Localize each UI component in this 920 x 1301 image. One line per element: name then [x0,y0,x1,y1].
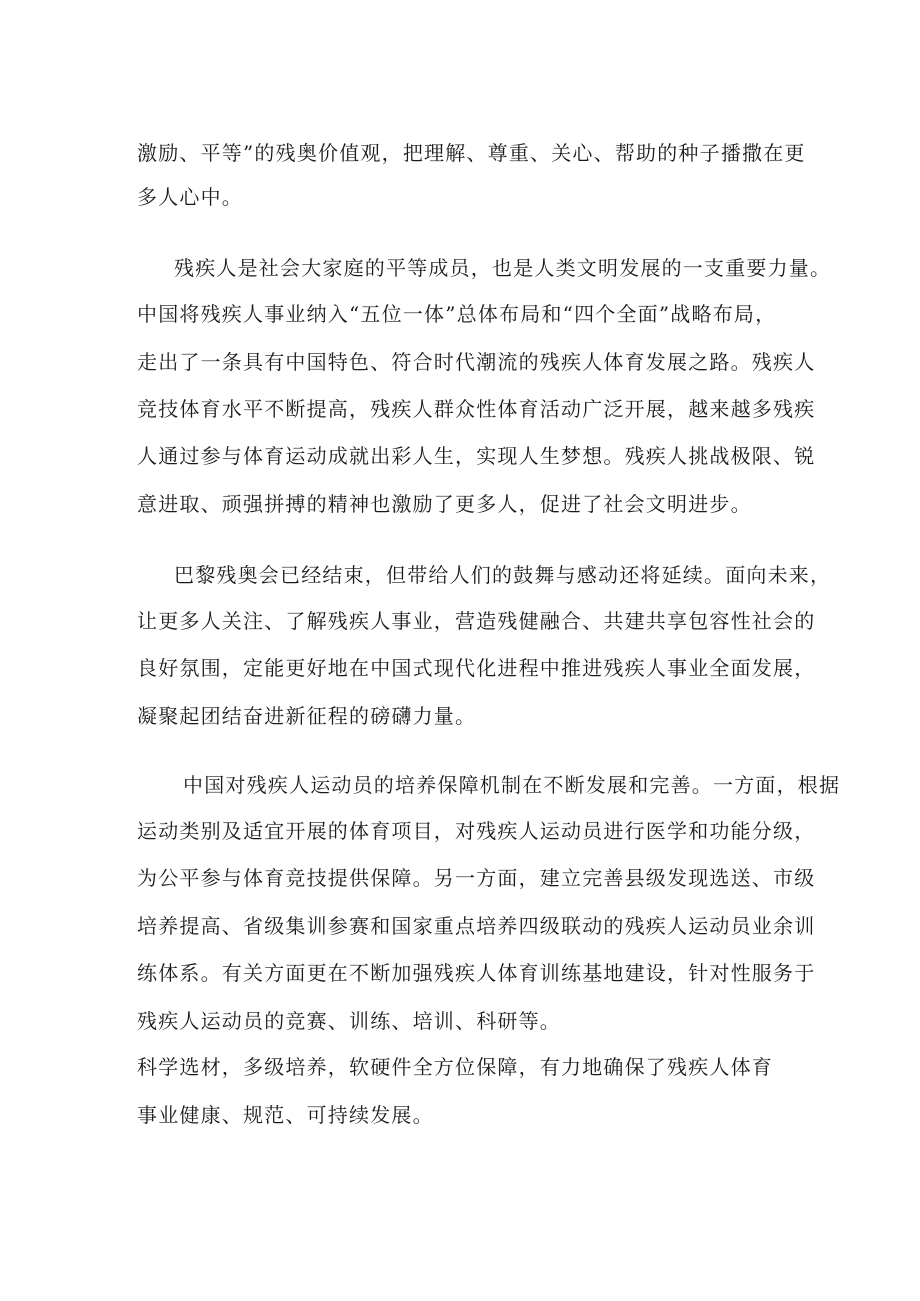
paragraph-1-line-1: 激励、平等”的残奥价值观，把理解、尊重、关心、帮助的种子播撒在更 [137,141,806,165]
paragraph-3-line-2: 让更多人关注、了解残疾人事业，营造残健融合、共建共享包容性社会的 [137,609,816,633]
paragraph-3-line-1: 巴黎残奥会已经结束，但带给人们的鼓舞与感动还将延续。面向未来， [174,563,832,587]
paragraph-4-line-3: 为公平参与体育竞技提供保障。另一方面，建立完善县级发现选送、市级 [137,866,816,890]
paragraph-4-line-7: 科学选材，多级培养，软硬件全方位保障，有力地确保了残疾人体育 [137,1055,773,1079]
paragraph-4-line-2: 运动类别及适宜开展的体育项目，对残疾人运动员进行医学和功能分级， [137,819,816,843]
paragraph-2-line-3: 走出了一条具有中国特色、符合时代潮流的残疾人体育发展之路。残疾人 [137,350,816,374]
paragraph-2-line-4: 竞技体育水平不断提高，残疾人群众性体育活动广泛开展，越来越多残疾 [137,397,816,421]
paragraph-2-line-5: 人通过参与体育运动成就出彩人生，实现人生梦想。残疾人挑战极限、锐 [137,444,816,468]
paragraph-2-line-1: 残疾人是社会大家庭的平等成员，也是人类文明发展的一支重要力量。 [174,256,832,280]
paragraph-4-line-6: 残疾人运动员的竞赛、训练、培训、科研等。 [137,1009,561,1033]
paragraph-4-line-4: 培养提高、省级集训参赛和国家重点培养四级联动的残疾人运动员业余训 [137,914,816,938]
paragraph-3-line-4: 凝聚起团结奋进新征程的磅礴力量。 [137,704,477,728]
paragraph-2-line-6: 意进取、顽强拼搏的精神也激励了更多人，促进了社会文明进步。 [137,492,752,516]
paragraph-4-line-1: 中国对残疾人运动员的培养保障机制在不断发展和完善。一方面，根据 [183,773,841,797]
paragraph-2-line-2: 中国将残疾人事业纳入“五位一体”总体布局和“四个全面”战略布局， [137,302,777,326]
paragraph-1-line-2: 多人心中。 [137,185,243,209]
paragraph-3-line-3: 良好氛围，定能更好地在中国式现代化进程中推进残疾人事业全面发展， [137,656,816,680]
paragraph-4-line-5: 练体系。有关方面更在不断加强残疾人体育训练基地建设，针对性服务于 [137,961,816,985]
paragraph-4-line-8: 事业健康、规范、可持续发展。 [137,1103,434,1127]
